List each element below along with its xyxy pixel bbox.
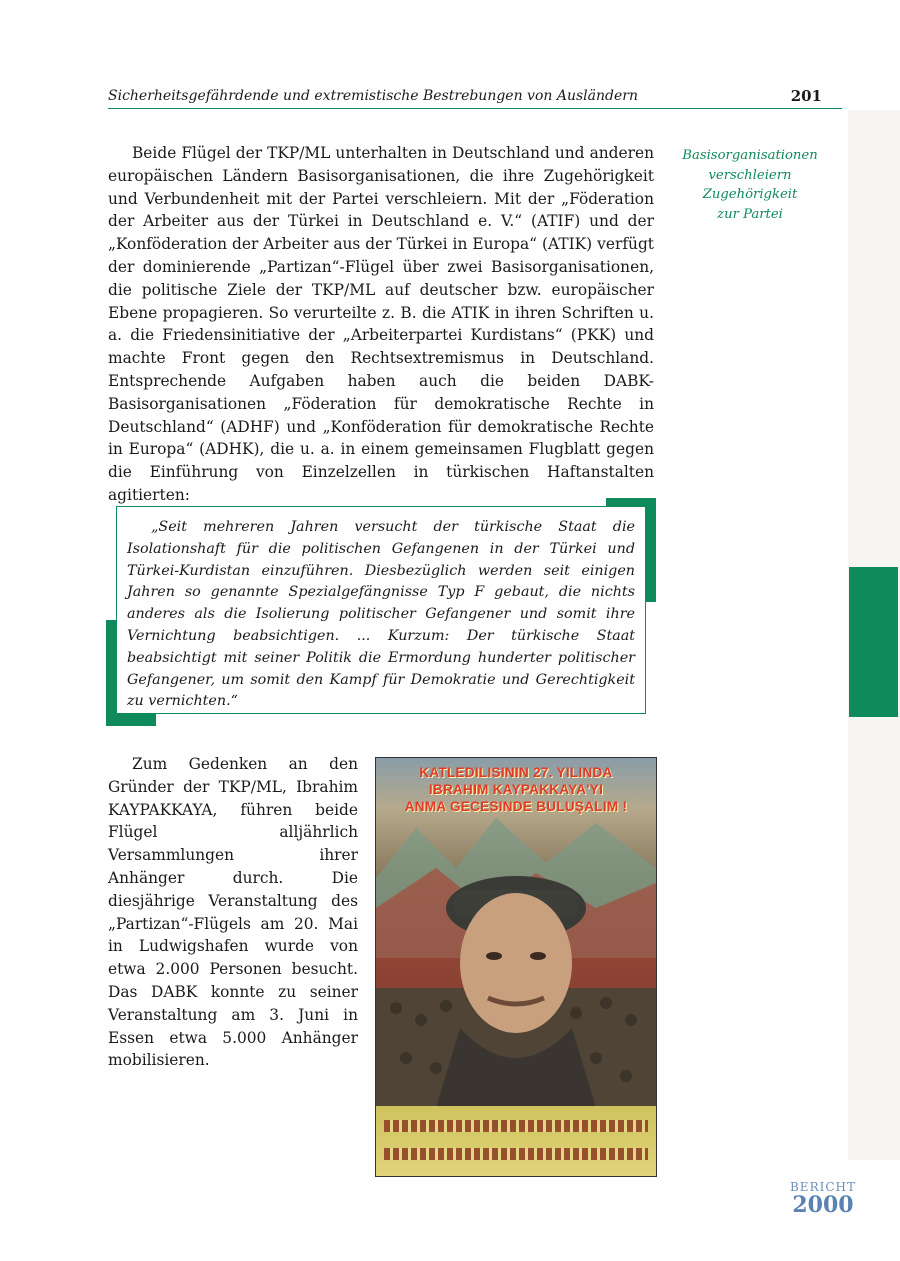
quote-text: „Seit mehreren Jahren versucht der türkische Staat die Isolationshaft für die politischen Gefangenen in der Türkei und Türkei-Kurdistan einzuführen. Diesbezüglich werden seit einigen Jahren so genannte Spezialgefängnisse Typ F gebaut, die nichts anderes als die Isolierung politischer Gefangener und somit ihre Vernichtung beabsichtigen. ... Kurzum: Der türkische Staat beabsichtigt mit seiner Politik die Ermordung hunderter politischer Gefangener, um somit den Kampf für Demokratie und Gerechtigkeit zu vernichten.“ — [116, 506, 646, 714]
poster-footer-text-blur — [384, 1120, 648, 1132]
logo-word: BERICHT — [789, 1180, 856, 1194]
chapter-tab — [849, 567, 898, 717]
margin-note-line: zur Partei — [717, 206, 783, 222]
poster-image — [375, 757, 657, 1177]
poster-headline-line: IBRAHIM KAYPAKKAYA'YI — [428, 782, 604, 797]
margin-note-line: Zugehörigkeit — [702, 187, 798, 203]
running-header — [108, 86, 842, 109]
body-paragraph-1: Beide Flügel der TKP/ML unterhalten in Deutschland und anderen europäischen Ländern Basisorganisationen, die ihre Zugehörigkeit und Verbundenheit mit der Partei verschleiern. Mit der „Föderation der Arbeiter aus der Türkei in Deutschland e. V.“ (ATIF) und der „Konföderation der Arbeiter aus der Türkei in Europa“ (ATIK) verfügt der dominierende „Partizan“-Flügel über zwei Basisorganisationen, die politische Ziele der TKP/ML auf deutscher bzw. europäischer Ebene propagieren. So verurteilte z. B. die ATIK in ihren Schriften u. a. die Friedensinitiative der „Arbeiterpartei Kurdistans“ (PKK) und machte Front gegen den Rechtsextremismus in Deutschland. Entsprechende Aufgaben haben auch die beiden DABK-Basisorganisationen „Föderation für demokratische Rechte in Deutschland“ (ADHF) und „Konföderation für demokratische Rechte in Europa“ (ADHK), die u. a. in einem gemeinsamen Flugblatt gegen die Einführung von Einzelzellen in türkischen Haftanstalten agitierten: — [108, 144, 654, 504]
logo-year: 2000 — [792, 1192, 854, 1218]
margin-note — [670, 146, 830, 224]
bericht-2000-logo — [788, 1181, 858, 1216]
margin-note-line: verschleiern — [708, 167, 792, 183]
poster-headline-line: ANMA GECESINDE BULUŞALIM ! — [404, 799, 628, 814]
margin-note-line: Basisorganisationen — [682, 148, 818, 163]
page-number: 201 — [790, 87, 822, 105]
body-paragraph-2: Zum Gedenken an den Gründer der TKP/ML, Ibrahim KAYPAKKAYA, führen beide Flügel alljährlich Versammlungen ihrer Anhänger durch. Die diesjährige Veranstaltung des „Partizan“-Flügels am 20. Mai in Ludwigshafen wurde von etwa 2.000 Personen besucht. Das DABK konnte zu seiner Veranstaltung am 3. Juni in Essen etwa 5.000 Anhänger mobilisieren. — [108, 755, 358, 1070]
poster-headline-line: KATLEDILISININ 27. YILINDA — [419, 765, 613, 780]
poster-footer — [376, 1106, 656, 1176]
poster-footer-text-blur — [384, 1148, 648, 1160]
poster-headline — [382, 764, 650, 815]
quote-block — [106, 498, 658, 726]
header-title: Sicherheitsgefährdende und extremistische Bestrebungen von Ausländern — [108, 88, 638, 104]
